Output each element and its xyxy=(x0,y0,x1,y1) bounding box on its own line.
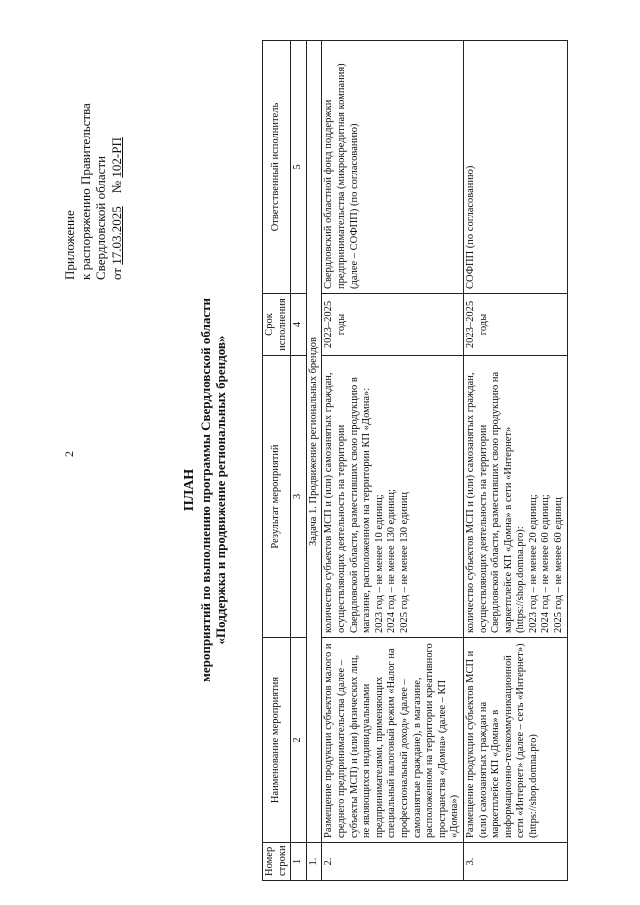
table-row xyxy=(322,41,464,881)
activity-executor: СОФПП (по согласованию) xyxy=(463,41,567,294)
appendix-date-line xyxy=(109,45,125,280)
column-number: 3 xyxy=(291,356,307,638)
table-header-row xyxy=(263,41,291,881)
result-text: количество субъектов МСП и (или) самозанятых граждан, осуществляющих деятельность на территории Свердловской области, разместивших свою продукцию в магазине, расположенном на территории КП «Домна»: xyxy=(323,372,373,633)
activity-name: Размещение продукции субъектов малого и среднего предпринимательства (далее – субъекты МСП) и (или) физических лиц, не являющихся индивидуальными предпринимателями, применяющих специальный налоговый режим «Налог на профессиональный доход» (далее – самозанятые граждане), в магазине, расположенном на территории креативного пространства «Домна» (далее – КП «Домна») xyxy=(322,638,464,843)
activity-name: Размещение продукции субъектов МСП и (или) самозанятых граждан на маркетплейсе КП «Домна» в информационно-телекоммуникационной сети «Интернет» (далее – сеть «Интернет») (https://shop.domna.pro) xyxy=(463,638,567,843)
result-item: 2025 год – не менее 130 единиц xyxy=(398,492,410,633)
result-text: количество субъектов МСП и (или) самозанятых граждан, осуществляющих деятельность на территории Свердловской области, разместивших свою продукцию на маркетплейсе КП «Домна» в сети «Интернет» (https://shop.domna.pro): xyxy=(464,371,527,633)
result-item: 2023 год – не менее 20 единиц; xyxy=(527,494,539,633)
plan-table xyxy=(262,40,568,881)
column-number: 2 xyxy=(291,638,307,843)
activity-result xyxy=(463,356,567,638)
task-title: Задача 1. Продвижение региональных брендов xyxy=(306,41,322,843)
result-item: 2024 год – не менее 130 единиц; xyxy=(386,489,398,633)
header-row-number: Номер строки xyxy=(263,843,291,881)
column-number: 5 xyxy=(291,41,307,294)
activity-result xyxy=(322,356,464,638)
result-item: 2024 год – не менее 60 единиц; xyxy=(540,494,552,633)
header-result: Результат мероприятий xyxy=(263,356,291,638)
task-row-number: 1. xyxy=(306,843,322,881)
title-line-1: мероприятий по выполнению программы Свердловской области xyxy=(198,297,213,683)
table-row xyxy=(463,41,567,881)
plan-title xyxy=(182,230,228,750)
appendix-line-1: Приложение xyxy=(62,210,77,280)
result-item: 2025 год – не менее 60 единиц xyxy=(553,497,565,633)
number-prefix: № xyxy=(108,180,124,194)
activity-executor: Свердловский областной фонд поддержки предпринимательства (микрокредитная компания) (далее – СОФПП) (по согласованию) xyxy=(322,41,464,294)
result-item: 2023 год – не менее 10 единиц; xyxy=(373,494,385,633)
activity-term: 2023–2025 годы xyxy=(463,294,567,356)
title-line-2: «Поддержка и продвижение региональных брендов» xyxy=(213,335,228,645)
appendix-block xyxy=(62,45,124,280)
row-number: 3. xyxy=(463,843,567,881)
page-number: 2 xyxy=(62,451,76,457)
title-heading: ПЛАН xyxy=(182,468,197,512)
decree-number: 102-РП xyxy=(108,137,124,178)
column-number: 1 xyxy=(291,843,307,881)
header-executor: Ответственный исполнитель xyxy=(263,41,291,294)
header-name: Наименование мероприятия xyxy=(263,638,291,843)
row-number: 2. xyxy=(322,843,464,881)
appendix-line-2: к распоряжению Правительства xyxy=(77,103,93,280)
date-prefix: от xyxy=(108,267,124,280)
appendix-line-3: Свердловской области xyxy=(93,155,108,280)
header-term: Срок исполнения xyxy=(263,294,291,356)
task-row xyxy=(306,41,322,881)
decree-date: 17.03.2025 xyxy=(108,206,124,265)
column-number: 4 xyxy=(291,294,307,356)
activity-term: 2023–2025 годы xyxy=(322,294,464,356)
column-number-row xyxy=(291,41,307,881)
